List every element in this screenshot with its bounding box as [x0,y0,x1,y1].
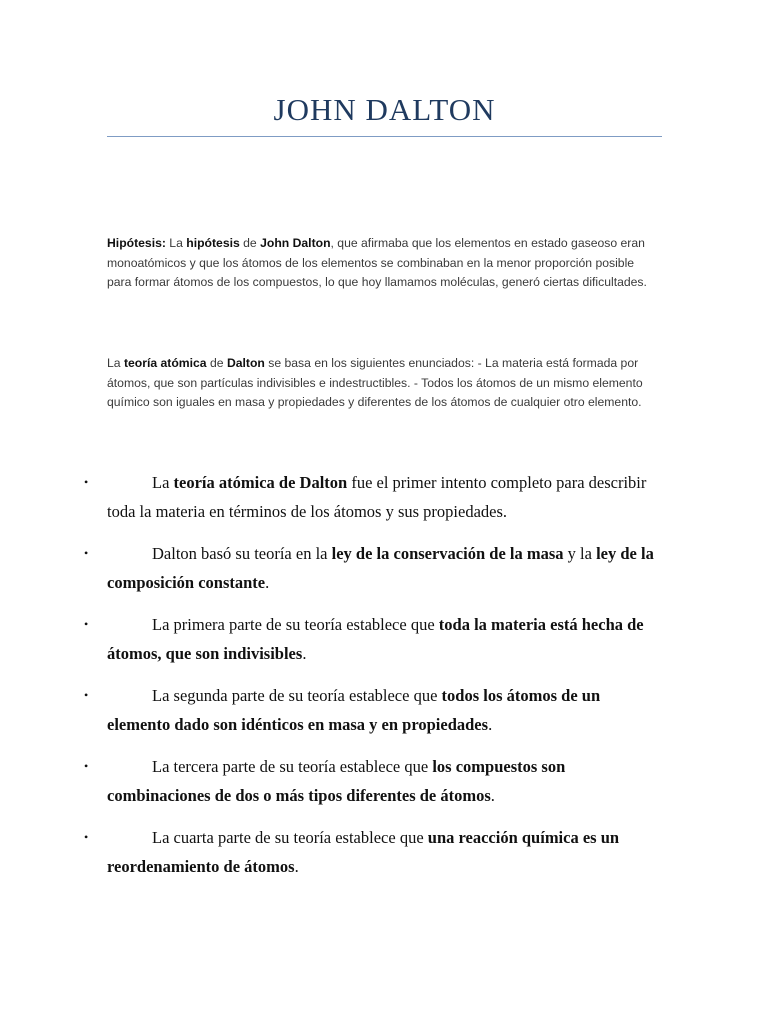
list-item [80,752,660,810]
text-run: . [302,644,307,663]
bullet-list [80,468,660,894]
text-run: se basa en los siguientes enunciados: - La materia está formada por átomos, que son partículas indivisibles e indestructibles. - Todos los átomos de un mismo elemento químico son iguales en masa y propiedades y diferentes de los átomos de cualquier otro elemento. [107,356,643,410]
bold-run: una reacción química es un reordenamiento de átomos [107,828,620,876]
bullet-icon: • [84,546,89,560]
document-title: JOHN DALTON [273,92,496,127]
bold-run: ley de la conservación de la masa [331,544,564,563]
bold-run: Dalton [226,356,265,371]
bold-run: ley de la composición constante [107,544,654,592]
bold-run: hipótesis [186,236,240,251]
atomic-theory-paragraph [107,354,652,413]
bold-run: John Dalton [260,236,331,251]
list-item [80,610,660,668]
text-run: La [165,236,187,251]
hypothesis-label: Hipótesis: [107,236,166,251]
text-run: , que afirmaba que los elementos en estado gaseoso eran monoatómicos y que los átomos de los elementos se combinaban en la menor proporción posible para formar átomos de los compuestos, lo que hoy llamamos moléculas, generó ciertas dificultades. [107,236,647,290]
text-run: . [490,786,495,805]
list-item [80,823,660,881]
text-run: La segunda parte de su teoría establece que [152,686,442,705]
title-divider [107,136,662,137]
bullet-icon: • [84,830,89,844]
bold-run: los compuestos son combinaciones de dos o más tipos diferentes de átomos [107,757,566,805]
list-item [80,539,660,597]
bullet-icon: • [84,475,89,489]
bullet-icon: • [84,759,89,773]
bold-run: toda la materia está hecha de átomos, que son indivisibles [107,615,644,663]
text-run: . [265,573,270,592]
text-run: Dalton basó su teoría en la [152,544,332,563]
text-run: La tercera parte de su teoría establece que [152,757,433,776]
text-run: de [206,356,227,371]
list-item [80,681,660,739]
bold-run: teoría atómica [123,356,207,371]
text-run: de [239,236,261,251]
list-item [80,468,660,526]
hypothesis-paragraph [107,234,652,293]
bold-run: teoría atómica de Dalton [173,473,348,492]
bold-run: todos los átomos de un elemento dado son idénticos en masa y en propiedades [107,686,601,734]
text-run: La [152,473,174,492]
text-run: . [294,857,299,876]
text-run: y la [563,544,597,563]
text-run: La cuarta parte de su teoría establece que [152,828,428,847]
text-run: La primera parte de su teoría establece que [152,615,439,634]
text-run: fue el primer intento completo para describir toda la materia en términos de los átomos y sus propiedades. [107,473,647,521]
text-run: La [107,356,124,371]
text-run: . [488,715,493,734]
bullet-icon: • [84,688,89,702]
bullet-icon: • [84,617,89,631]
